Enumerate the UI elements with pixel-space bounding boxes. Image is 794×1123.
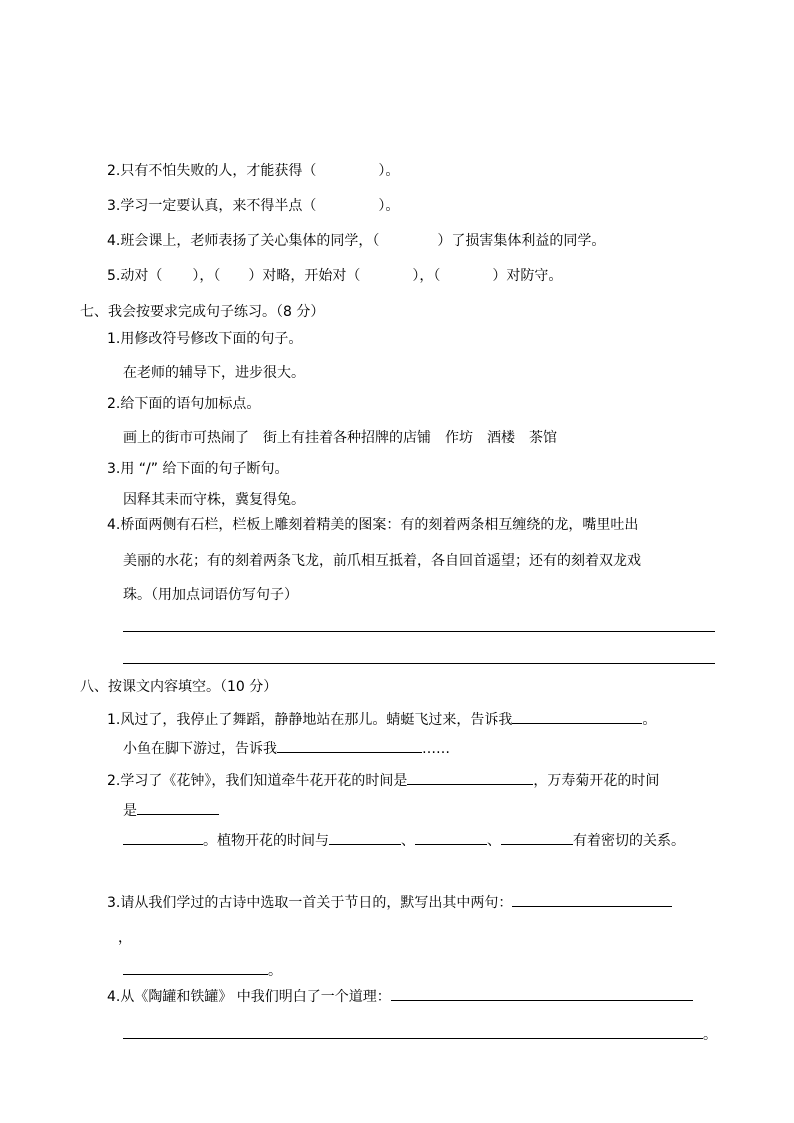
s7-q3-prompt: 3.用 “/” 给下面的句子断句。 [107,461,289,477]
s8-q4-line2: 。 [123,1024,717,1045]
fill-blank[interactable] [512,892,672,907]
fill-blank[interactable] [512,709,642,724]
s8-q2-line3: 。植物开花的时间与 、 、 有着密切的关系。 [123,830,685,851]
fill-blank[interactable] [123,960,268,975]
s7-q4-line3: 珠。（用加点词语仿写句子） [123,587,298,603]
fill-blank[interactable] [123,830,203,845]
s7-q1-sentence: 在老师的辅导下，进步很大。 [123,365,305,381]
section8-heading: 八、按课文内容填空。（10 分） [80,679,278,695]
s8-q2-line2: 是 [123,800,219,821]
s8-q3-line1: 3.请从我们学过的古诗中选取一首关于节日的，默写出其中两句： [107,892,672,913]
section7-heading: 七、我会按要求完成句子练习。（8 分） [80,304,325,320]
fill-blank[interactable] [137,800,219,815]
fill-blank[interactable] [277,738,422,753]
s7-q1-prompt: 1.用修改符号修改下面的句子。 [107,331,303,347]
fill-blank[interactable] [329,830,401,845]
answer-line[interactable] [123,663,715,664]
fill-blank[interactable] [415,830,487,845]
s6-question-5: 5.动对（ ），（ ）对略，开始对（ ），（ ）对防守。 [107,268,563,284]
fill-blank[interactable] [407,770,533,785]
s8-q1-line1: 1.风过了，我停止了舞蹈，静静地站在那儿。蜻蜓飞过来，告诉我 。 [107,709,656,730]
s7-q4-line1: 4.桥面两侧有石栏，栏板上雕刻着精美的图案：有的刻着两条相互缠绕的龙，嘴里吐出 [107,517,639,533]
s7-q3-sentence: 因释其耒而守株，冀复得兔。 [123,492,305,508]
s8-q2-line1: 2.学习了《花钟》，我们知道牵牛花开花的时间是 ，万寿菊开花的时间 [107,770,659,791]
s6-question-3: 3.学习一定要认真，来不得半点（ ）。 [107,198,400,214]
s8-q3-line3: 。 [123,960,282,981]
s8-q1-line2: 小鱼在脚下游过，告诉我 …… [123,738,450,759]
s7-q2-sentence: 画上的街市可热闹了 街上有挂着各种招牌的店铺 作坊 酒楼 茶馆 [123,430,557,446]
s8-q3-comma: ， [118,930,132,946]
s6-question-4: 4.班会课上，老师表扬了关心集体的同学，（ ）了损害集体利益的同学。 [107,233,606,249]
fill-blank[interactable] [391,986,693,1001]
fill-blank[interactable] [501,830,573,845]
answer-line[interactable] [123,631,715,632]
s7-q2-prompt: 2.给下面的语句加标点。 [107,396,261,412]
s7-q4-line2: 美丽的水花；有的刻着两条飞龙，前爪相互抵着，各自回首遥望；还有的刻着双龙戏 [123,553,641,569]
fill-blank[interactable] [123,1024,703,1039]
s8-q4-line1: 4.从《陶罐和铁罐》 中我们明白了一个道理： [107,986,693,1007]
s6-question-2: 2.只有不怕失败的人，才能获得（ ）。 [107,163,400,179]
